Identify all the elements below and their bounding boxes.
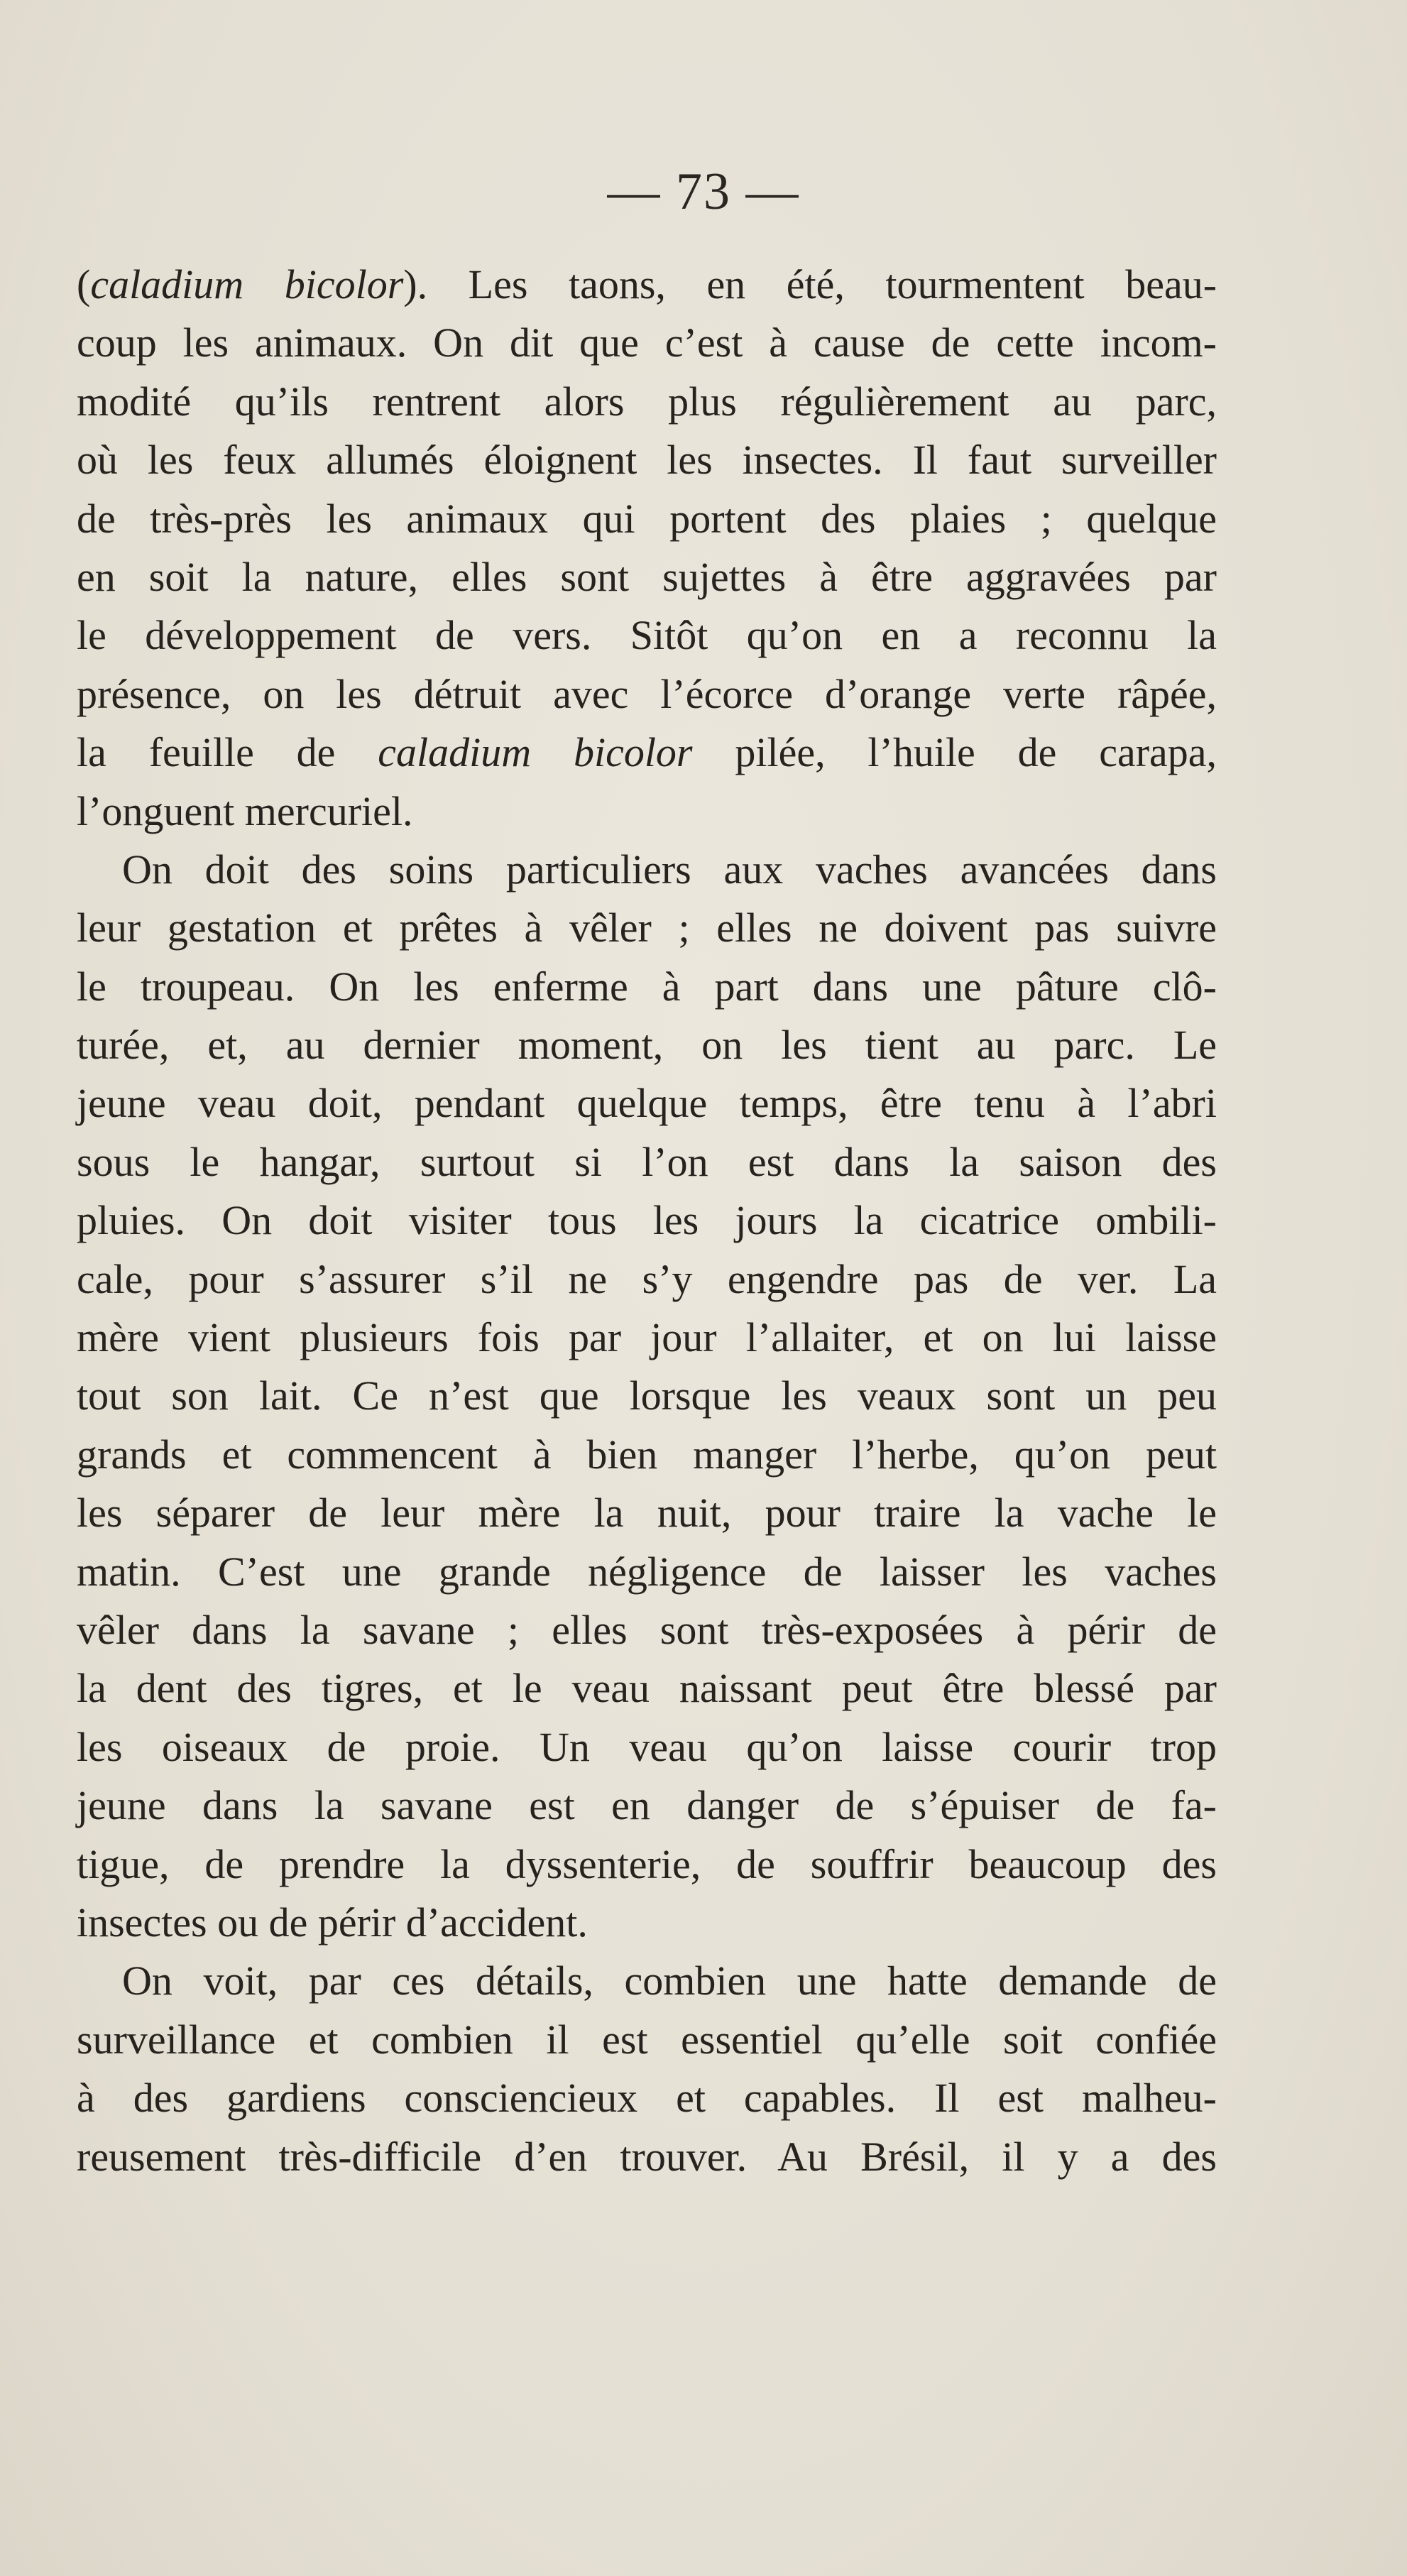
text-line [77,665,1217,724]
text-segment: pilée, l’huile de carapa, [692,729,1217,776]
text-line [77,1718,1217,1777]
text-segment: les oiseaux de proie. Un veau qu’on laisse courir trop [77,1723,1217,1770]
text-line [77,431,1217,489]
text-segment: en soit la nature, elles sont sujettes à être aggravées par [77,553,1217,600]
text-line [77,256,1217,314]
text-segment: reusement très-difficile d’en trouver. Au Brésil, il y a des [77,2133,1217,2180]
text-segment: mère vient plusieurs fois par jour l’allaiter, et on lui laisse [77,1314,1217,1361]
text-segment: l’onguent mercuriel. [77,787,413,834]
text-segment: On voit, par ces détails, combien une hatte demande de [122,1958,1217,2004]
text-line [77,606,1217,665]
text-line [77,373,1217,431]
text-line [77,899,1217,957]
text-segment: tout son lait. Ce n’est que lorsque les veaux sont un peu [77,1372,1217,1419]
text-segment: modité qu’ils rentrent alors plus régulièrement au parc, [77,378,1217,425]
text-segment: leur gestation et prêtes à vêler ; elles ne doivent pas suivre [77,905,1217,951]
text-line [77,490,1217,548]
text-segment: jeune veau doit, pendant quelque temps, être tenu à l’abri [77,1080,1217,1127]
text-line [77,1367,1217,1425]
italic-term: caladium bicolor [378,729,693,776]
text-line [77,1309,1217,1367]
text-segment: cale, pour s’assurer s’il ne s’y engendre pas de ver. La [77,1255,1217,1302]
text-line [77,841,1217,899]
text-line [77,1894,1217,1952]
text-segment: de très-près les animaux qui portent des plaies ; quelque [77,495,1217,542]
text-line [77,782,1217,841]
text-segment: coup les animaux. On dit que c’est à cause de cette incom- [77,320,1217,366]
text-line [77,724,1217,782]
text-line [77,1659,1217,1718]
text-segment: surveillance et combien il est essentiel qu’elle soit confiée [77,2016,1217,2063]
text-segment: où les feux allumés éloignent les insectes. Il faut surveiller [77,437,1217,484]
text-line [77,1777,1217,1835]
italic-term: caladium bicolor [90,261,404,307]
text-segment: le troupeau. On les enferme à part dans une pâture clô- [77,963,1217,1010]
text-segment: ( [77,261,91,307]
text-segment: On doit des soins particuliers aux vaches avancées dans [122,846,1217,893]
body-text [77,256,1217,2186]
text-segment: sous le hangar, surtout si l’on est dans la saison des [77,1138,1217,1185]
text-line [77,1543,1217,1601]
text-line [77,1952,1217,2010]
text-segment: insectes ou de périr d’accident. [77,1899,588,1945]
text-line [77,548,1217,606]
text-segment: matin. C’est une grande négligence de laisser les vaches [77,1548,1217,1595]
text-segment: turée, et, au dernier moment, on les tient au parc. Le [77,1022,1217,1069]
text-segment: la feuille de [77,729,378,776]
text-segment: la dent des tigres, et le veau naissant peut être blessé par [77,1665,1217,1712]
text-segment: les séparer de leur mère la nuit, pour traire la vache le [77,1490,1217,1537]
text-segment: pluies. On doit visiter tous les jours la cicatrice ombili- [77,1197,1217,1244]
text-line [77,314,1217,372]
text-line [77,1016,1217,1074]
text-line [77,1835,1217,1894]
text-line [77,1133,1217,1191]
text-segment: tigue, de prendre la dyssenterie, de souffrir beaucoup des [77,1840,1217,1887]
text-segment: vêler dans la savane ; elles sont très-exposées à périr de [77,1606,1217,1653]
text-line [77,1484,1217,1542]
text-segment: grands et commencent à bien manger l’herbe, qu’on peut [77,1431,1217,1478]
text-segment: présence, on les détruit avec l’écorce d’orange verte râpée, [77,670,1217,717]
text-line [77,2011,1217,2069]
text-segment: le développement de vers. Sitôt qu’on en a reconnu la [77,612,1217,659]
text-line [77,1601,1217,1659]
page-number: — 73 — [607,163,800,221]
text-line [77,2069,1217,2127]
text-line [77,1191,1217,1250]
text-line [77,1426,1217,1484]
text-segment: ). Les taons, en été, tourmentent beau- [403,261,1217,307]
text-segment: à des gardiens consciencieux et capables. Il est malheu- [77,2075,1217,2122]
text-line [77,1250,1217,1309]
text-line [77,958,1217,1016]
text-line [77,1074,1217,1133]
text-segment: jeune dans la savane est en danger de s’épuiser de fa- [77,1782,1217,1829]
text-line [77,2128,1217,2186]
